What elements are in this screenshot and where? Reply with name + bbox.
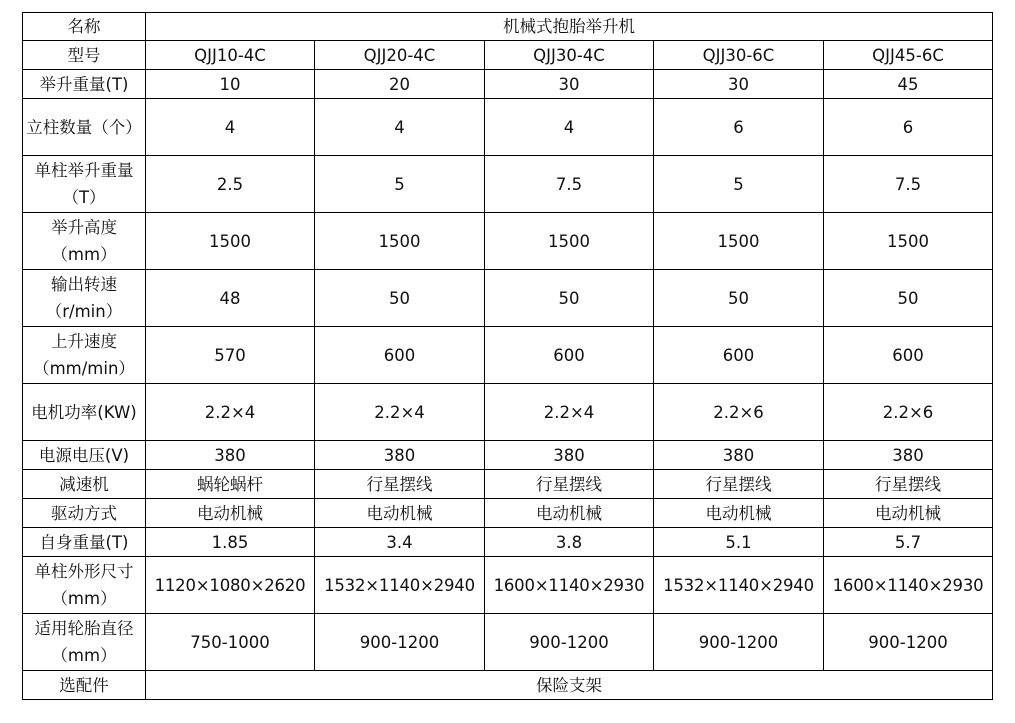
table-cell: 4 — [315, 99, 485, 156]
table-cell: 2.2×4 — [315, 384, 485, 441]
table-cell: 电动机械 — [654, 499, 824, 528]
table-cell: 6 — [824, 99, 993, 156]
table-cell: QJJ30-4C — [485, 41, 654, 70]
table-cell: 电动机械 — [146, 499, 315, 528]
table-cell: 600 — [485, 327, 654, 384]
row-label: 适用轮胎直径（mm） — [23, 614, 146, 671]
table-cell: 30 — [654, 70, 824, 99]
table-row — [23, 470, 993, 499]
table-row — [23, 327, 993, 384]
table-row-name — [23, 13, 993, 41]
table-cell: 380 — [654, 441, 824, 470]
table-row-accessories — [23, 671, 993, 700]
table-cell: 20 — [315, 70, 485, 99]
table-cell: 行星摆线 — [315, 470, 485, 499]
table-row — [23, 528, 993, 557]
table-cell: 50 — [485, 270, 654, 327]
table-cell: 电动机械 — [485, 499, 654, 528]
table-cell: 1532×1140×2940 — [654, 557, 824, 614]
table-cell: 900-1200 — [824, 614, 993, 671]
table-cell: QJJ10-4C — [146, 41, 315, 70]
table-cell: 380 — [485, 441, 654, 470]
table-cell: 7.5 — [824, 156, 993, 213]
table-row — [23, 557, 993, 614]
table-row — [23, 156, 993, 213]
table-cell: 行星摆线 — [824, 470, 993, 499]
row-label: 立柱数量（个） — [23, 99, 146, 156]
row-label: 减速机 — [23, 470, 146, 499]
row-label: 举升重量(T) — [23, 70, 146, 99]
table-row — [23, 99, 993, 156]
table-cell: QJJ45-6C — [824, 41, 993, 70]
table-row — [23, 213, 993, 270]
table-cell: QJJ20-4C — [315, 41, 485, 70]
accessories-value: 保险支架 — [146, 671, 993, 700]
row-label: 选配件 — [23, 671, 146, 700]
table-cell: 4 — [485, 99, 654, 156]
table-cell: 1500 — [654, 213, 824, 270]
table-cell: 1500 — [315, 213, 485, 270]
table-cell: 5 — [315, 156, 485, 213]
table-cell: 7.5 — [485, 156, 654, 213]
table-row — [23, 384, 993, 441]
table-cell: 行星摆线 — [485, 470, 654, 499]
table-row — [23, 441, 993, 470]
table-cell: 电动机械 — [315, 499, 485, 528]
table-row — [23, 270, 993, 327]
table-cell: 45 — [824, 70, 993, 99]
table-row — [23, 70, 993, 99]
row-label: 电源电压(V) — [23, 441, 146, 470]
row-label: 上升速度（mm/min） — [23, 327, 146, 384]
row-label: 自身重量(T) — [23, 528, 146, 557]
table-cell: 2.2×4 — [146, 384, 315, 441]
row-label: 单柱外形尺寸（mm） — [23, 557, 146, 614]
table-cell: 4 — [146, 99, 315, 156]
table-cell: 380 — [315, 441, 485, 470]
table-cell: 3.8 — [485, 528, 654, 557]
table-cell: 1120×1080×2620 — [146, 557, 315, 614]
table-cell: 50 — [654, 270, 824, 327]
table-cell: 1600×1140×2930 — [824, 557, 993, 614]
table-cell: 30 — [485, 70, 654, 99]
row-label: 单柱举升重量（T） — [23, 156, 146, 213]
table-cell: 900-1200 — [315, 614, 485, 671]
table-cell: 5.7 — [824, 528, 993, 557]
table-row — [23, 614, 993, 671]
table-cell: 50 — [315, 270, 485, 327]
row-label: 名称 — [23, 13, 146, 41]
table-cell: 2.2×6 — [654, 384, 824, 441]
table-cell: 电动机械 — [824, 499, 993, 528]
table-row — [23, 499, 993, 528]
table-cell: 900-1200 — [654, 614, 824, 671]
spec-table — [22, 12, 993, 700]
table-cell: 1500 — [146, 213, 315, 270]
table-cell: 750-1000 — [146, 614, 315, 671]
table-cell: 3.4 — [315, 528, 485, 557]
table-cell: 1500 — [824, 213, 993, 270]
table-cell: 380 — [824, 441, 993, 470]
table-cell: 48 — [146, 270, 315, 327]
table-cell: 600 — [824, 327, 993, 384]
table-cell: 380 — [146, 441, 315, 470]
table-cell: 5 — [654, 156, 824, 213]
table-cell: 行星摆线 — [654, 470, 824, 499]
table-cell: 10 — [146, 70, 315, 99]
table-cell: 6 — [654, 99, 824, 156]
table-cell: 600 — [315, 327, 485, 384]
table-cell: 570 — [146, 327, 315, 384]
table-cell: 1.85 — [146, 528, 315, 557]
table-cell: 600 — [654, 327, 824, 384]
row-label: 输出转速（r/min） — [23, 270, 146, 327]
table-cell: 1532×1140×2940 — [315, 557, 485, 614]
row-label: 驱动方式 — [23, 499, 146, 528]
table-cell: 50 — [824, 270, 993, 327]
table-cell: 2.2×4 — [485, 384, 654, 441]
row-label: 型号 — [23, 41, 146, 70]
table-cell: 1600×1140×2930 — [485, 557, 654, 614]
row-label: 电机功率(KW) — [23, 384, 146, 441]
table-cell: 2.5 — [146, 156, 315, 213]
row-label: 举升高度（mm） — [23, 213, 146, 270]
table-cell: QJJ30-6C — [654, 41, 824, 70]
table-cell: 蜗轮蜗杆 — [146, 470, 315, 499]
table-cell: 900-1200 — [485, 614, 654, 671]
table-cell: 1500 — [485, 213, 654, 270]
table-cell: 2.2×6 — [824, 384, 993, 441]
table-cell: 5.1 — [654, 528, 824, 557]
table-title: 机械式抱胎举升机 — [146, 13, 993, 41]
table-row — [23, 41, 993, 70]
